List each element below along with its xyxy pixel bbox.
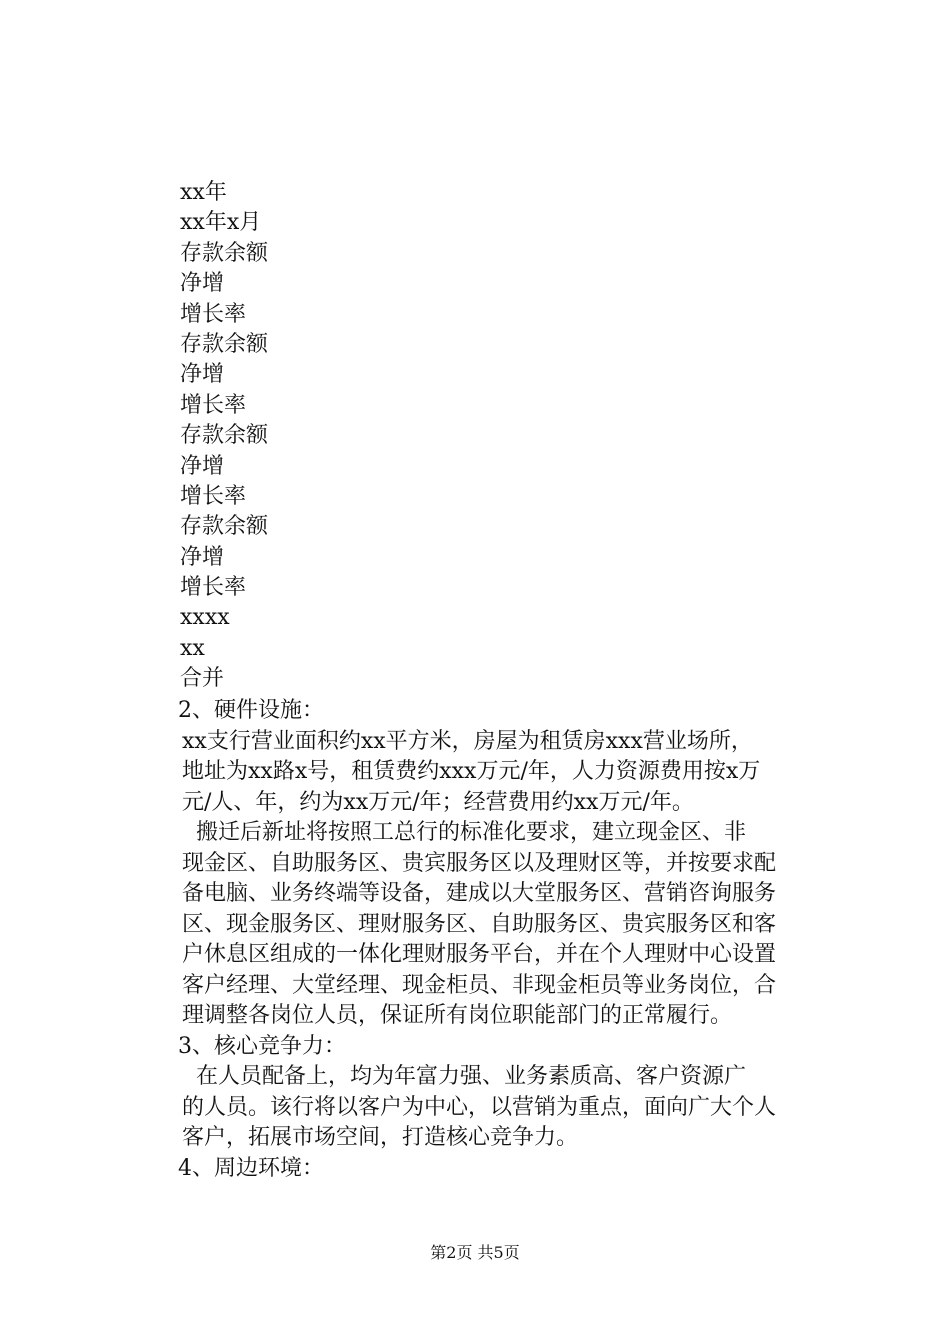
list-item: 增长率: [180, 575, 247, 601]
paragraph-line: 现金区、自助服务区、贵宾服务区以及理财区等，并按要求配: [182, 850, 777, 876]
list-item: xx: [180, 635, 205, 661]
list-item: 存款余额: [180, 514, 269, 540]
list-item: xx年x月: [180, 210, 262, 236]
list-item: 存款余额: [180, 423, 269, 449]
list-item: 净增: [180, 362, 225, 388]
paragraph-line: 户休息区组成的一体化理财服务平台，并在个人理财中心设置: [182, 942, 777, 967]
section-2-paragraph-1: [178, 727, 850, 819]
list-item: 增长率: [180, 392, 247, 418]
section-2-paragraph-2: [178, 818, 850, 1032]
list-item: xx年: [180, 180, 227, 205]
section-2-heading: 2、硬件设施：: [178, 698, 324, 723]
list-item: 净增: [180, 544, 225, 570]
page-footer: [0, 1243, 950, 1263]
paragraph-line: 客户，拓展市场空间，打造核心竞争力。: [182, 1125, 579, 1150]
body-text: [178, 696, 868, 1184]
paragraph-line: 客户经理、大堂经理、现金柜员、非现金柜员等业务岗位，合: [182, 972, 777, 998]
paragraph-line: 的人员。该行将以客户为中心，以营销为重点，面向广大个人: [182, 1094, 777, 1120]
list-item: 增长率: [180, 301, 247, 327]
page-number-label: 第2页 共5页: [430, 1243, 520, 1262]
list-item: 存款余额: [180, 331, 269, 357]
paragraph-line: xx支行营业面积约xx平方米，房屋为租赁房xxx营业场所，: [182, 728, 753, 754]
paragraph-line: 区、现金服务区、理财服务区、自助服务区、贵宾服务区和客: [182, 911, 777, 937]
section-4-heading: 4、周边环境：: [178, 1155, 324, 1181]
list-item: 增长率: [180, 483, 247, 509]
paragraph-line: 元/人、年，约为xx万元/年；经营费用约xx万元/年。: [182, 789, 694, 815]
list-item: 存款余额: [180, 240, 269, 266]
paragraph-line: 备电脑、业务终端等设备，建成以大堂服务区、营销咨询服务: [182, 881, 777, 906]
paragraph-line: 搬迁后新址将按照工总行的标准化要求，建立现金区、非: [182, 820, 746, 845]
paragraph-line: 在人员配备上，均为年富力强、业务素质高、客户资源广: [182, 1064, 746, 1089]
paragraph-line: 理调整各岗位人员，保证所有岗位职能部门的正常履行。: [182, 1003, 733, 1028]
list-item: xxxx: [180, 605, 230, 631]
list-item: 合并: [180, 666, 225, 692]
section-3-paragraph: [178, 1062, 850, 1154]
section-3-heading: 3、核心竞争力：: [178, 1033, 346, 1059]
list-item: 净增: [180, 271, 225, 297]
list-item: 净增: [180, 453, 225, 479]
paragraph-line: 地址为xx路x号，租赁费约xxx万元/年，人力资源费用按x万: [182, 759, 761, 784]
table-column-list: [180, 178, 580, 695]
